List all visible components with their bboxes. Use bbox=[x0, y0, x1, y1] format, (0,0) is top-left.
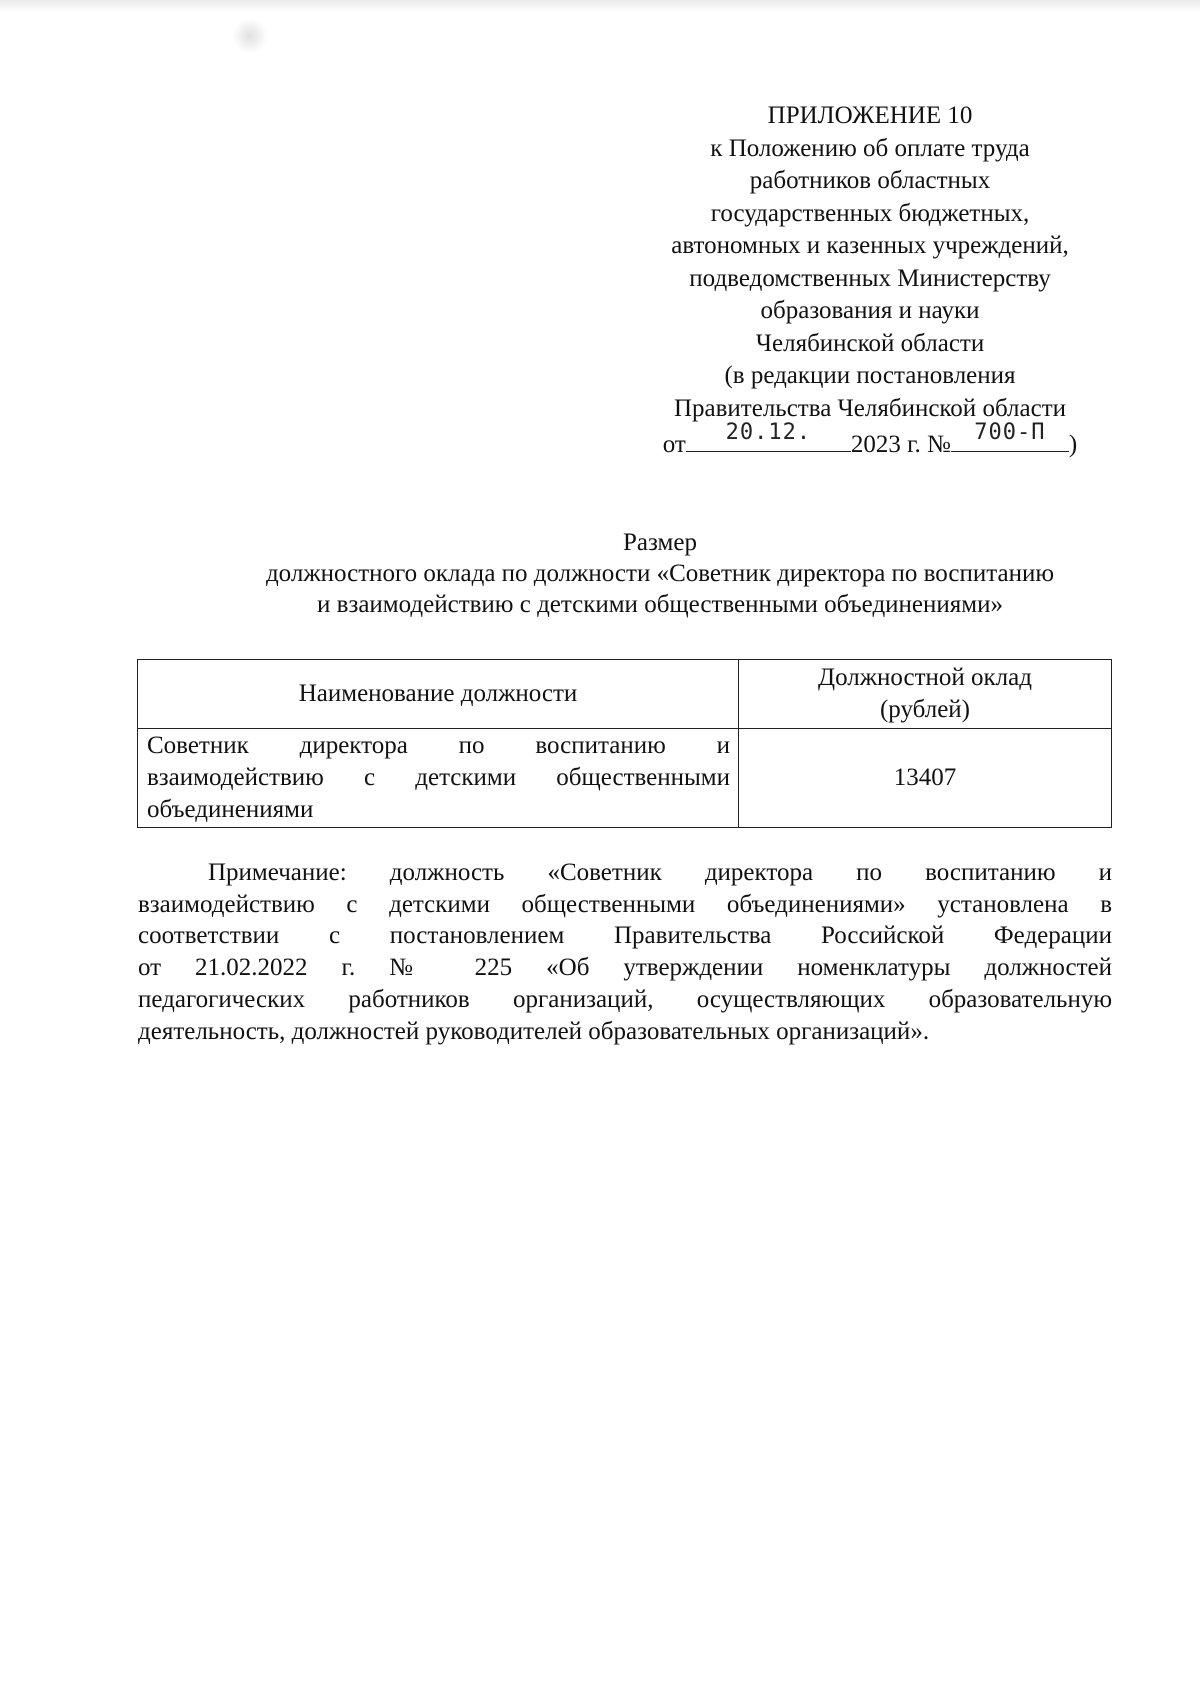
ref-suffix: ) bbox=[1068, 431, 1078, 458]
header-salary bbox=[739, 660, 1112, 729]
note-line: взаимодействию с детскими общественными объединениями» установлена в bbox=[138, 890, 1112, 918]
appendix-line: подведомственных Министерству bbox=[689, 264, 1051, 292]
note-line: педагогических работников организаций, осуществляющих образовательную bbox=[138, 985, 1112, 1013]
heading-title: Размер bbox=[623, 529, 697, 556]
handwritten-date: 20.12. bbox=[725, 420, 812, 445]
appendix-line: к Положению об оплате труда bbox=[710, 134, 1030, 162]
appendix-line: Челябинской области bbox=[755, 329, 985, 357]
appendix-line: образования и науки bbox=[760, 297, 980, 324]
cell-line: взаимодействию с детскими общественными bbox=[147, 764, 730, 791]
scan-smudge bbox=[232, 18, 268, 54]
date-blank bbox=[686, 420, 851, 452]
note-paragraph bbox=[138, 857, 1112, 1047]
note-line: Примечание: должность «Советник директора по воспитанию и bbox=[208, 859, 1112, 886]
resolution-reference bbox=[600, 420, 1140, 462]
ref-prefix: от bbox=[662, 431, 686, 458]
cell-salary: 13407 bbox=[739, 729, 1112, 828]
appendix-line: государственных бюджетных, bbox=[710, 199, 1030, 227]
appendix-title: ПРИЛОЖЕНИЕ 10 bbox=[767, 102, 973, 129]
appendix-line: работников областных bbox=[749, 167, 991, 194]
appendix-line: автономных и казенных учреждений, bbox=[671, 232, 1069, 259]
handwritten-number: 700-П bbox=[974, 420, 1046, 445]
appendix-line: Правительства Челябинской области bbox=[673, 394, 1067, 422]
header-salary-line: Должностной оклад bbox=[818, 664, 1032, 691]
number-blank bbox=[951, 420, 1069, 452]
cell-line: объединениями bbox=[147, 796, 314, 823]
heading-line: и взаимодействию с детскими общественными объединениями» bbox=[317, 591, 1003, 618]
header-position-name: Наименование должности bbox=[138, 660, 739, 729]
table-row bbox=[138, 729, 1112, 828]
appendix-line: (в редакции постановления bbox=[724, 362, 1016, 389]
document-heading bbox=[190, 527, 1130, 620]
cell-position-name bbox=[138, 729, 739, 828]
note-line: от 21.02.2022 г. № 225 «Об утверждении номенклатуры должностей bbox=[138, 954, 1112, 982]
scan-edge-shadow bbox=[0, 0, 1200, 12]
table-header-row bbox=[138, 660, 1112, 729]
header-salary-unit: (рублей) bbox=[879, 696, 971, 723]
note-line: деятельность, должностей руководителей образовательных организаций». bbox=[138, 1017, 930, 1045]
note-line: соответствии с постановлением Правительства Российской Федерации bbox=[138, 922, 1112, 950]
heading-line: должностного оклада по должности «Советник директора по воспитанию bbox=[265, 560, 1055, 587]
cell-line: Советник директора по воспитанию и bbox=[147, 732, 730, 759]
appendix-block bbox=[600, 100, 1140, 462]
salary-table bbox=[137, 659, 1112, 828]
ref-year: 2023 г. № bbox=[850, 431, 951, 458]
